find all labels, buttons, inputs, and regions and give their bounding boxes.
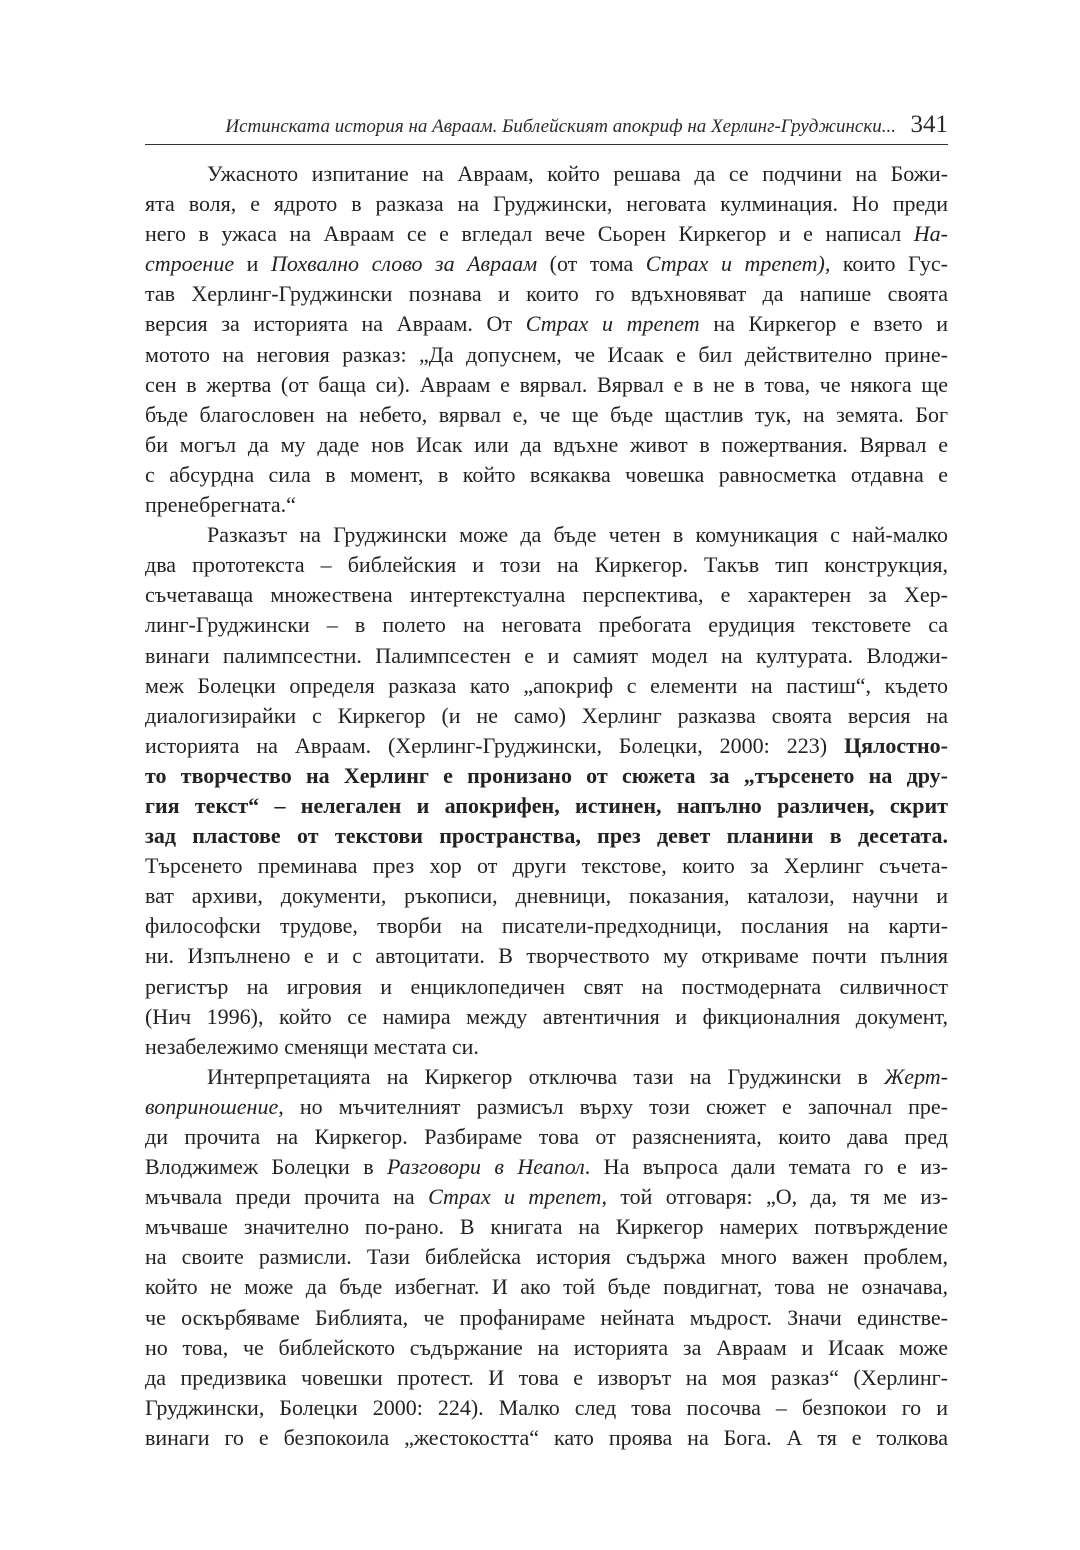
text-run: винаги го е безпокоила „жестокостта“ като проява на Бога. А тя е толкова [145,1424,948,1450]
text-line [145,520,948,550]
paragraph [145,520,948,1062]
text-run: който не може да бъде избегнат. И ако той бъде повдигнат, това не означава, [145,1274,948,1300]
text-line [145,460,948,490]
text-run: на своите размисли. Тази библейска история съдържа много важен проблем, [145,1244,948,1270]
text-line [145,761,948,791]
text-run: регистър на игровия и енциклопедичен свят на постмодерната силвичност [145,973,948,999]
text-run: които Гус- [830,251,948,277]
text-run: (от тома [537,251,646,277]
italic-title: Страх и трепет [428,1184,602,1210]
text-run: пренебрегната.“ [145,492,296,518]
text-line [145,370,948,400]
italic-title: Жерт- [884,1063,948,1089]
text-line [145,1393,948,1423]
text-run: но това, че библейското съдържание на историята за Авраам и Исаак може [145,1334,948,1360]
text-run: , той отговаря: „О, да, тя ме из- [601,1184,948,1210]
text-line [145,340,948,370]
text-line [145,851,948,881]
text-line [145,1423,948,1453]
text-line [145,490,948,520]
text-run: Търсенето преминава през хор от други текстове, които за Херлинг съчета- [145,853,948,879]
text-run: . На въпроса дали темата го е из- [584,1154,948,1180]
book-page [145,108,948,1453]
text-line [145,400,948,430]
italic-title: Страх и трепет [525,311,700,337]
text-run: да предизвика човешки протест. И това е изворът на моя разказ“ (Херлинг- [145,1364,948,1390]
text-line [145,279,948,309]
italic-title: Разговори в Неапол [386,1154,585,1180]
bold-text: гия текст“ – нелегален и апокрифен, истинен, напълно различен, скрит [145,792,948,818]
bold-text: Цялостно- [844,732,948,758]
text-line [145,1333,948,1363]
text-run: Ужасното изпитание на Авраам, който решава да се подчини на Божи- [207,161,948,186]
text-run: и [234,251,271,277]
text-run: мъчваше значително по-рано. В книгата на Киркегор намерих потвърждение [145,1214,948,1240]
text-run: мотото на неговия разказ: „Да допуснем, че Исаак е бил действително принe- [145,341,948,367]
text-line [145,159,948,189]
text-line [145,1092,948,1122]
text-run: линг-Груджински – в полето на неговата пребогата ерудиция текстовете са [145,612,948,638]
text-run: ди прочита на Киркегор. Разбираме това от разясненията, които дава пред [145,1124,948,1149]
text-run: винаги палимпсестни. Палимпсестен е и самият модел на културата. Влоджи- [145,642,948,668]
text-run: Груджински, Болецки 2000: 224). Малко след това посочва – безпокои го и [145,1394,948,1420]
text-run: него в ужаса на Авраам се е вгледал вече Сьорен Киркегор и е написал [145,221,914,247]
text-line [145,941,948,971]
italic-title: воприношение [145,1093,279,1119]
text-line [145,1272,948,1302]
bold-text: зад пластове от текстови пространства, през девет планини в десетата. [145,823,948,849]
text-line [145,580,948,610]
text-line [145,309,948,339]
text-line [145,1363,948,1393]
text-run: незабележимо сменящи местата си. [145,1033,479,1059]
text-run: сен в жертва (от баща си). Авраам е вярвал. Вярвал е в не в това, че някога ще [145,371,948,397]
text-run: Разказът на Груджински може да бъде четен в комуникация с най-малко [207,522,948,548]
text-run: меж Болецки определя разказа като „апокриф с елементи на пастиш“, където [145,672,948,698]
text-line [145,1032,948,1062]
text-line [145,1242,948,1272]
text-run: два прототекста – библейския и този на Киркегор. Такъв тип конструкция, [145,552,948,578]
text-line [145,671,948,701]
text-run: Влоджимеж Болецки в [145,1154,387,1180]
paragraph [145,159,948,520]
text-run: бъде благословен на небето, вярвал е, че ще бъде щастлив тук, на земята. Бог [145,401,948,427]
text-line [145,1062,948,1092]
text-line [145,731,948,761]
text-run: ята воля, е ядрото в разказа на Груджински, неговата кулминация. Но преди [145,191,948,217]
text-run: тав Херлинг-Груджински познава и които го вдъхновяват да напише своята [145,281,948,307]
bold-text: то творчество на Херлинг е пронизано от сюжета за „търсенето на дру- [145,762,948,788]
text-line [145,1002,948,1032]
text-line [145,1122,948,1152]
paragraph [145,1062,948,1453]
text-line [145,1152,948,1182]
running-header [145,108,948,145]
text-run: версия за историята на Авраам. От [145,311,526,337]
text-line [145,911,948,941]
text-line [145,821,948,851]
text-run: историята на Авраам. (Херлинг-Груджински, Болецки, 2000: 223) [145,732,845,758]
text-run: че оскърбяваме Библията, че профанираме нейната мъдрост. Значи единстве- [145,1304,948,1330]
text-run: ват архиви, документи, ръкописи, дневници, показания, каталози, научни и [145,883,948,909]
text-run: на Киркегор е взето и [699,311,948,337]
text-line [145,881,948,911]
text-line [145,1182,948,1212]
text-line [145,610,948,640]
text-run: (Нич 1996), който се намира между автентичния и фикционалния документ, [145,1003,948,1029]
text-line [145,430,948,460]
text-line [145,701,948,731]
text-run: Интерпретацията на Киркегор отключва тази на Груджински в [207,1063,885,1089]
text-run: би могъл да му даде нов Исак или да вдъхне живот в пожертвания. Вярвал е [145,431,948,457]
text-run: философски трудове, творби на писатели-предходници, послания на карти- [145,913,948,939]
text-run: диалогизирайки с Киркегор (и не само) Херлинг разказва своята версия на [145,702,948,728]
text-run: съчетаваща множествена интертекстуална перспектива, е характерен за Хер- [145,582,948,608]
italic-title: На- [913,221,948,247]
italic-title: Похвално слово за Авраам [270,251,538,277]
text-run: ни. Изпълнено е и с автоцитати. В творчеството му откриваме почти пълния [145,943,948,969]
text-line [145,1303,948,1333]
text-run: с абсурдна сила в момент, в който всякаква човешка равносметка отдавна е [145,461,948,487]
text-line [145,249,948,279]
page-number: 341 [910,111,948,138]
italic-title: строение [145,251,235,277]
text-line [145,791,948,821]
text-line [145,189,948,219]
text-line [145,1212,948,1242]
running-title: Истинската история на Авраам. Библейският апокриф на Херлинг-Груджински... [225,116,896,137]
text-line [145,219,948,249]
text-line [145,550,948,580]
text-run: мъчвала преди прочита на [145,1184,429,1210]
body-text [145,159,948,1453]
text-line [145,641,948,671]
italic-title: Страх и трепет), [645,251,831,277]
text-line [145,972,948,1002]
text-run: , но мъчителният размисъл върху този сюжет е започнал пре- [278,1093,948,1119]
